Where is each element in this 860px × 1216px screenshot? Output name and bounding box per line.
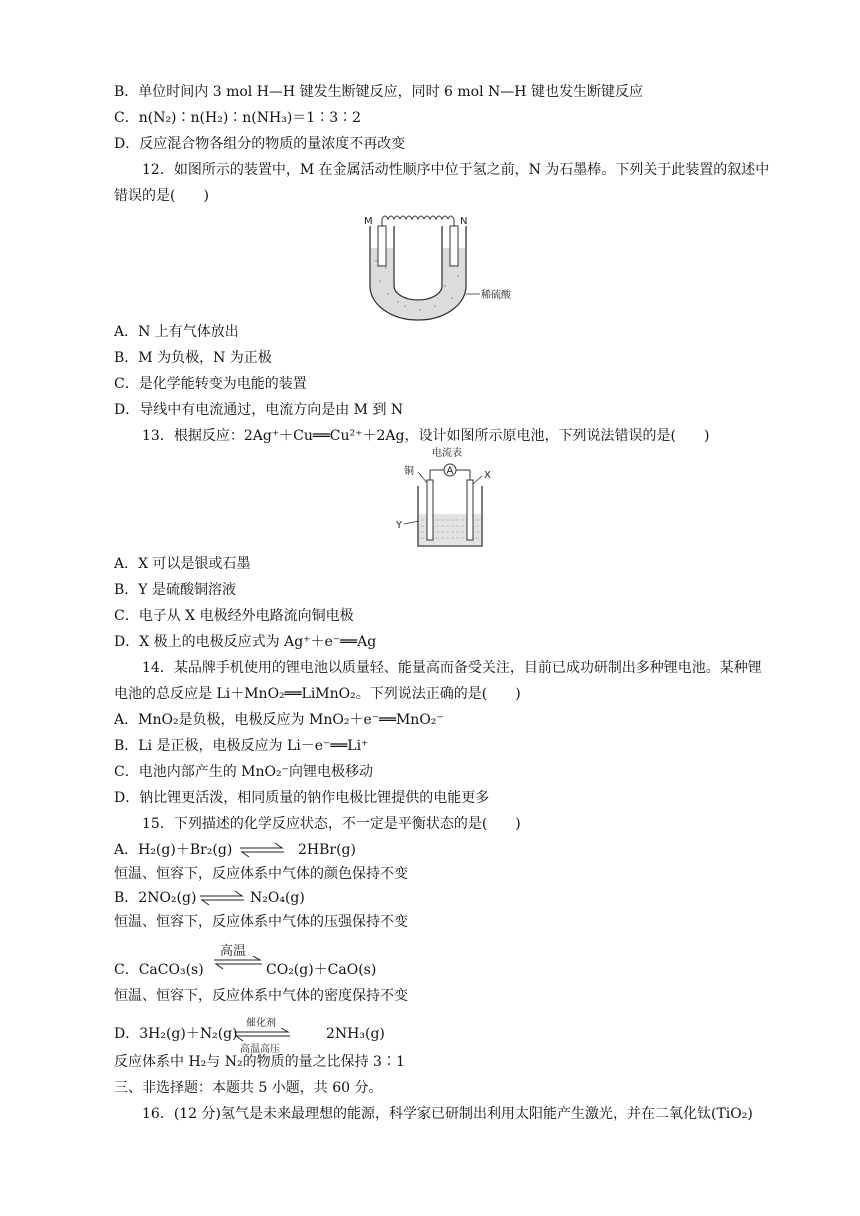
label-m: M	[364, 216, 373, 227]
q15c-description: 恒温、恒容下，反应体系中气体的密度保持不变	[114, 988, 408, 1004]
q12-option-d: D．导线中有电流通过，电流方向是由 M 到 N	[114, 402, 404, 418]
section-three-heading: 三、非选择题：本题共 5 小题，共 60 分。	[114, 1080, 383, 1096]
u-tube-inner	[394, 226, 442, 300]
question-14-stem-cont: 电池的总反应是 Li＋MnO₂══LiMnO₂。下列说法正确的是( )	[114, 686, 521, 702]
option-d-line: D．反应混合物各组分的物质的量浓度不再改变	[114, 136, 406, 152]
q15d-description: 反应体系中 H₂与 N₂的物质的量之比保持 3∶1	[114, 1054, 405, 1070]
q13-option-a: A．X 可以是银或石墨	[114, 556, 251, 572]
electrode-m	[378, 226, 386, 266]
label-copper: 铜	[404, 466, 414, 477]
q13-option-c: C．电子从 X 电极经外电路流向铜电极	[114, 608, 354, 624]
question-15-stem: 15．下列描述的化学反应状态，不一定是平衡状态的是( )	[142, 816, 521, 832]
label-n: N	[460, 216, 468, 227]
q13-option-b: B．Y 是硫酸铜溶液	[114, 582, 236, 598]
electrode-n	[450, 226, 458, 266]
equilibrium-arrow-b	[198, 890, 246, 906]
label-x: X	[484, 470, 491, 481]
question-12-stem-cont: 错误的是( )	[114, 188, 209, 204]
q15a-description: 恒温、恒容下，反应体系中气体的颜色保持不变	[114, 866, 408, 882]
label-ammeter-a: A	[446, 465, 454, 477]
q15d-condition-bottom: 高温高压	[240, 1044, 280, 1055]
x-electrode	[467, 480, 473, 540]
q12-option-c: C．是化学能转变为电能的装置	[114, 376, 307, 392]
option-b-line: B．单位时间内 3 mol H—H 键发生断键反应，同时 6 mol N—H 键也发生断键反应	[114, 84, 643, 100]
q15c-products: CO₂(g)＋CaO(s)	[266, 962, 377, 978]
q15a-products: 2HBr(g)	[298, 842, 356, 858]
question-14-stem: 14．某品牌手机使用的锂电池以质量轻、能量高而备受关注，目前已成功研制出多种锂电池。某种锂	[142, 660, 762, 676]
equilibrium-arrow-a	[238, 842, 286, 858]
q15b-products: N₂O₄(g)	[250, 890, 305, 906]
q15b-description: 恒温、恒容下，反应体系中气体的压强保持不变	[114, 914, 408, 930]
question-13-stem: 13．根据反应：2Ag⁺＋Cu══Cu²⁺＋2Ag，设计如图所示原电池，下列说法错误的是( )	[142, 428, 710, 444]
label-y: Y	[396, 520, 403, 531]
q15a-reactants: A．H₂(g)＋Br₂(g)	[114, 842, 233, 858]
q15c-condition: 高温	[220, 944, 247, 959]
q12-option-a: A．N 上有气体放出	[114, 324, 239, 340]
label-acid: 稀硫酸	[481, 290, 511, 301]
q13-option-d: D．X 极上的电极反应式为 Ag⁺＋e⁻══Ag	[114, 634, 377, 650]
label-meter: 电流表	[432, 448, 462, 459]
q14-option-a: A．MnO₂是负极，电极反应为 MnO₂＋e⁻══MnO₂⁻	[114, 712, 444, 728]
q12-option-b: B．M 为负极，N 为正极	[114, 350, 272, 366]
q15d-reactants: D．3H₂(g)＋N₂(g)	[114, 1026, 238, 1042]
q14-option-d: D．钠比锂更活泼，相同质量的钠作电极比锂提供的电能更多	[114, 790, 490, 806]
q14-option-b: B．Li 是正极，电极反应为 Li－e⁻══Li⁺	[114, 738, 369, 754]
equilibrium-arrow-c	[212, 956, 264, 970]
q15b-reactants: B．2NO₂(g)	[114, 890, 197, 906]
question-12-stem: 12．如图所示的装置中，M 在金属活动性顺序中位于氢之前，N 为石墨棒。下列关于此装置的叙述中	[142, 162, 770, 178]
q15d-condition-top: 催化剂	[246, 1018, 276, 1029]
wire-coil	[382, 216, 454, 219]
q15c-reactants: C．CaCO₃(s)	[114, 962, 204, 978]
option-c-line: C．n(N₂)∶n(H₂)∶n(NH₃)＝1∶3∶2	[114, 110, 362, 126]
u-tube-figure	[360, 206, 520, 322]
q14-option-c: C．电池内部产生的 MnO₂⁻向锂电极移动	[114, 764, 373, 780]
copper-electrode	[427, 480, 433, 540]
galvanic-cell-figure	[392, 446, 502, 550]
question-16-stem: 16．(12 分)氢气是未来最理想的能源，科学家已研制出利用太阳能产生激光，并在二氧化钛(TiO₂)	[142, 1106, 753, 1122]
q15d-products: 2NH₃(g)	[326, 1026, 385, 1042]
